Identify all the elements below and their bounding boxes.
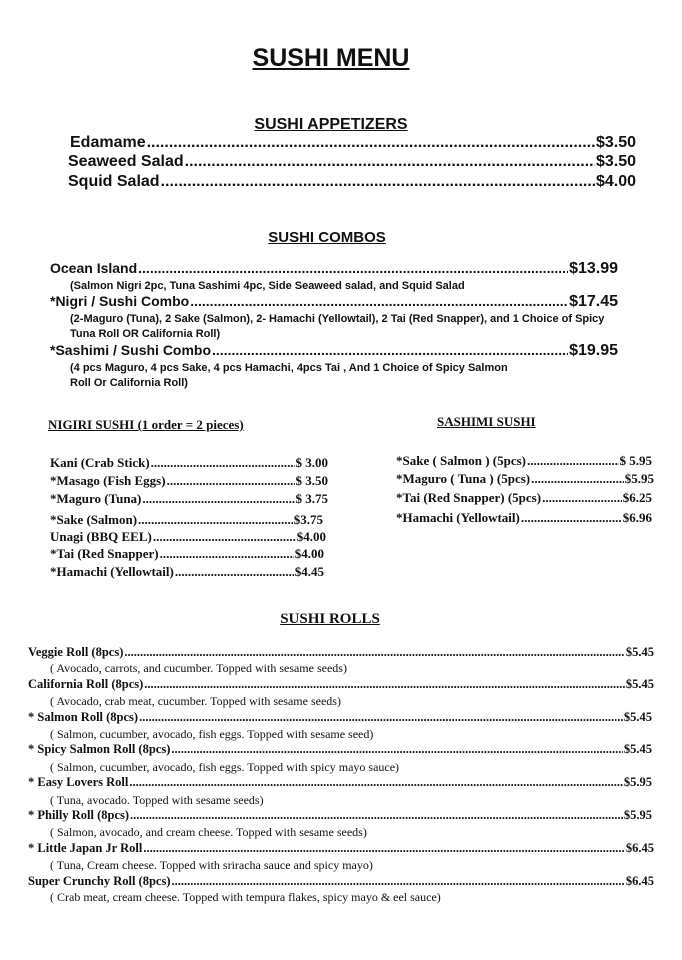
item-name: *Maguro (Tuna) <box>50 491 142 506</box>
item-price: $3.50 <box>595 153 636 170</box>
item-description: (Salmon Nigri 2pc, Tuna Sashimi 4pc, Side Seaweed salad, and Squid Salad <box>70 280 465 292</box>
leader-dots <box>160 546 294 562</box>
leader-dots <box>531 471 624 487</box>
item-price: $6.25 <box>622 490 652 505</box>
item-price: $5.45 <box>625 645 654 659</box>
leader-dots <box>167 473 295 489</box>
item-price: $4.00 <box>595 173 636 190</box>
item-price: $5.95 <box>623 775 652 789</box>
leader-dots <box>171 742 622 757</box>
leader-dots <box>138 512 293 528</box>
leader-dots <box>124 645 625 660</box>
menu-item <box>50 293 618 311</box>
leader-dots <box>212 342 568 358</box>
item-price: $4.00 <box>294 546 324 561</box>
item-name: *Nigri / Sushi Combo <box>50 293 190 309</box>
menu-item <box>68 173 636 191</box>
item-name: * Spicy Salmon Roll (8pcs) <box>28 742 171 756</box>
item-price: $6.45 <box>625 841 654 855</box>
menu-item <box>50 260 618 278</box>
item-price: $4.45 <box>294 564 324 579</box>
item-price: $5.95 <box>624 471 654 486</box>
item-name: Veggie Roll (8pcs) <box>28 645 124 659</box>
menu-item <box>28 645 654 660</box>
item-description: ( Tuna, Cream cheese. Topped with sriracha sauce and spicy mayo) <box>50 858 373 872</box>
item-price: $13.99 <box>569 260 618 277</box>
leader-dots <box>542 490 622 506</box>
item-price: $ 3.75 <box>295 491 328 506</box>
leader-dots <box>527 453 618 469</box>
leader-dots <box>138 260 568 276</box>
nigiri-heading: NIGIRI SUSHI (1 order = 2 pieces) <box>48 417 244 432</box>
leader-dots <box>161 173 595 191</box>
item-price: $6.96 <box>622 510 652 525</box>
item-name: Kani (Crab Stick) <box>50 455 150 470</box>
item-name: *Sashimi / Sushi Combo <box>50 342 212 358</box>
item-description: (4 pcs Maguro, 4 pcs Sake, 4 pcs Hamachi, 4pcs Tai , And 1 Choice of Spicy Salmon Roll Or California Roll) <box>70 362 508 389</box>
menu-item <box>28 742 652 757</box>
leader-dots <box>153 529 296 545</box>
page-title: SUSHI MENU <box>252 44 410 72</box>
item-description: ( Salmon, cucumber, avocado, fish eggs. Topped with sesame seed) <box>50 727 374 741</box>
item-description: (2-Maguro (Tuna), 2 Sake (Salmon), 2- Hamachi (Yellowtail), 2 Tai (Red Snapper), and 1 Choice of Spicy Tuna Roll OR California Roll) <box>70 313 605 340</box>
item-description: ( Avocado, carrots, and cucumber. Topped with sesame seeds) <box>50 661 347 675</box>
leader-dots <box>190 293 568 309</box>
leader-dots <box>521 510 622 526</box>
leader-dots <box>130 808 623 823</box>
item-price: $3.75 <box>293 512 323 527</box>
leader-dots <box>139 710 623 725</box>
menu-item <box>396 490 652 506</box>
item-name: Edamame <box>70 134 146 151</box>
leader-dots <box>175 564 294 580</box>
leader-dots <box>147 134 595 152</box>
item-name: *Sake (Salmon) <box>50 512 138 527</box>
item-price: $5.45 <box>625 677 654 691</box>
menu-item <box>50 564 324 580</box>
menu-item <box>28 677 654 692</box>
item-name: *Tai (Red Snapper) <box>50 546 159 561</box>
menu-item <box>50 491 328 507</box>
item-description: ( Salmon, avocado, and cream cheese. Topped with sesame seeds) <box>50 825 367 839</box>
combos-heading: SUSHI COMBOS <box>268 229 386 246</box>
item-name: * Philly Roll (8pcs) <box>28 808 130 822</box>
sashimi-heading: SASHIMI SUSHI <box>437 414 536 429</box>
item-name: *Tai (Red Snapper) (5pcs) <box>396 490 542 505</box>
leader-dots <box>142 491 294 507</box>
item-price: $ 3.50 <box>295 473 328 488</box>
item-name: Super Crunchy Roll (8pcs) <box>28 874 171 888</box>
menu-item <box>396 471 654 487</box>
leader-dots <box>172 874 625 889</box>
leader-dots <box>151 455 295 471</box>
rolls-heading: SUSHI ROLLS <box>280 611 380 627</box>
item-name: *Maguro ( Tuna ) (5pcs) <box>396 471 531 486</box>
leader-dots <box>185 153 595 171</box>
item-name: *Hamachi (Yellowtail) <box>50 564 174 579</box>
item-name: * Little Japan Jr Roll <box>28 841 143 855</box>
menu-item <box>28 710 652 725</box>
appetizers-heading: SUSHI APPETIZERS <box>254 116 408 133</box>
menu-item <box>28 808 652 823</box>
item-name: California Roll (8pcs) <box>28 677 144 691</box>
menu-item <box>28 841 654 856</box>
item-description: ( Tuna, avocado. Topped with sesame seeds) <box>50 793 264 807</box>
menu-item <box>28 775 652 790</box>
item-price: $3.50 <box>595 134 636 151</box>
item-name: * Salmon Roll (8pcs) <box>28 710 139 724</box>
menu-item <box>68 153 636 171</box>
menu-item <box>70 134 636 152</box>
menu-item <box>50 473 328 489</box>
leader-dots <box>143 841 625 856</box>
leader-dots <box>144 677 625 692</box>
item-name: *Masago (Fish Eggs) <box>50 473 166 488</box>
item-price: $ 3.00 <box>295 455 328 470</box>
item-price: $5.45 <box>623 742 652 756</box>
item-price: $5.95 <box>623 808 652 822</box>
menu-item <box>50 546 324 562</box>
item-name: * Easy Lovers Roll <box>28 775 129 789</box>
item-description: ( Crab meat, cream cheese. Topped with tempura flakes, spicy mayo & eel sauce) <box>50 890 441 904</box>
menu-item <box>396 510 652 526</box>
item-price: $5.45 <box>623 710 652 724</box>
menu-item <box>50 455 328 471</box>
menu-item <box>396 453 652 469</box>
item-description: ( Salmon, cucumber, avocado, fish eggs. Topped with spicy mayo sauce) <box>50 760 400 774</box>
item-name: Seaweed Salad <box>68 153 184 170</box>
item-price: $4.00 <box>296 529 326 544</box>
menu-item <box>50 512 323 528</box>
menu-item <box>50 342 618 360</box>
leader-dots <box>129 775 623 790</box>
item-price: $ 5.95 <box>619 453 652 468</box>
item-name: Squid Salad <box>68 173 160 190</box>
item-name: Unagi (BBQ EEL) <box>50 529 152 544</box>
item-price: $19.95 <box>569 342 618 359</box>
item-description: ( Avocado, crab meat, cucumber. Topped with sesame seeds) <box>50 694 341 708</box>
item-price: $17.45 <box>569 293 618 310</box>
menu-item <box>28 874 654 889</box>
item-price: $6.45 <box>625 874 654 888</box>
item-name: *Hamachi (Yellowtail) <box>396 510 520 525</box>
item-name: Ocean Island <box>50 260 138 276</box>
menu-item <box>50 529 326 545</box>
item-name: *Sake ( Salmon ) (5pcs) <box>396 453 527 468</box>
